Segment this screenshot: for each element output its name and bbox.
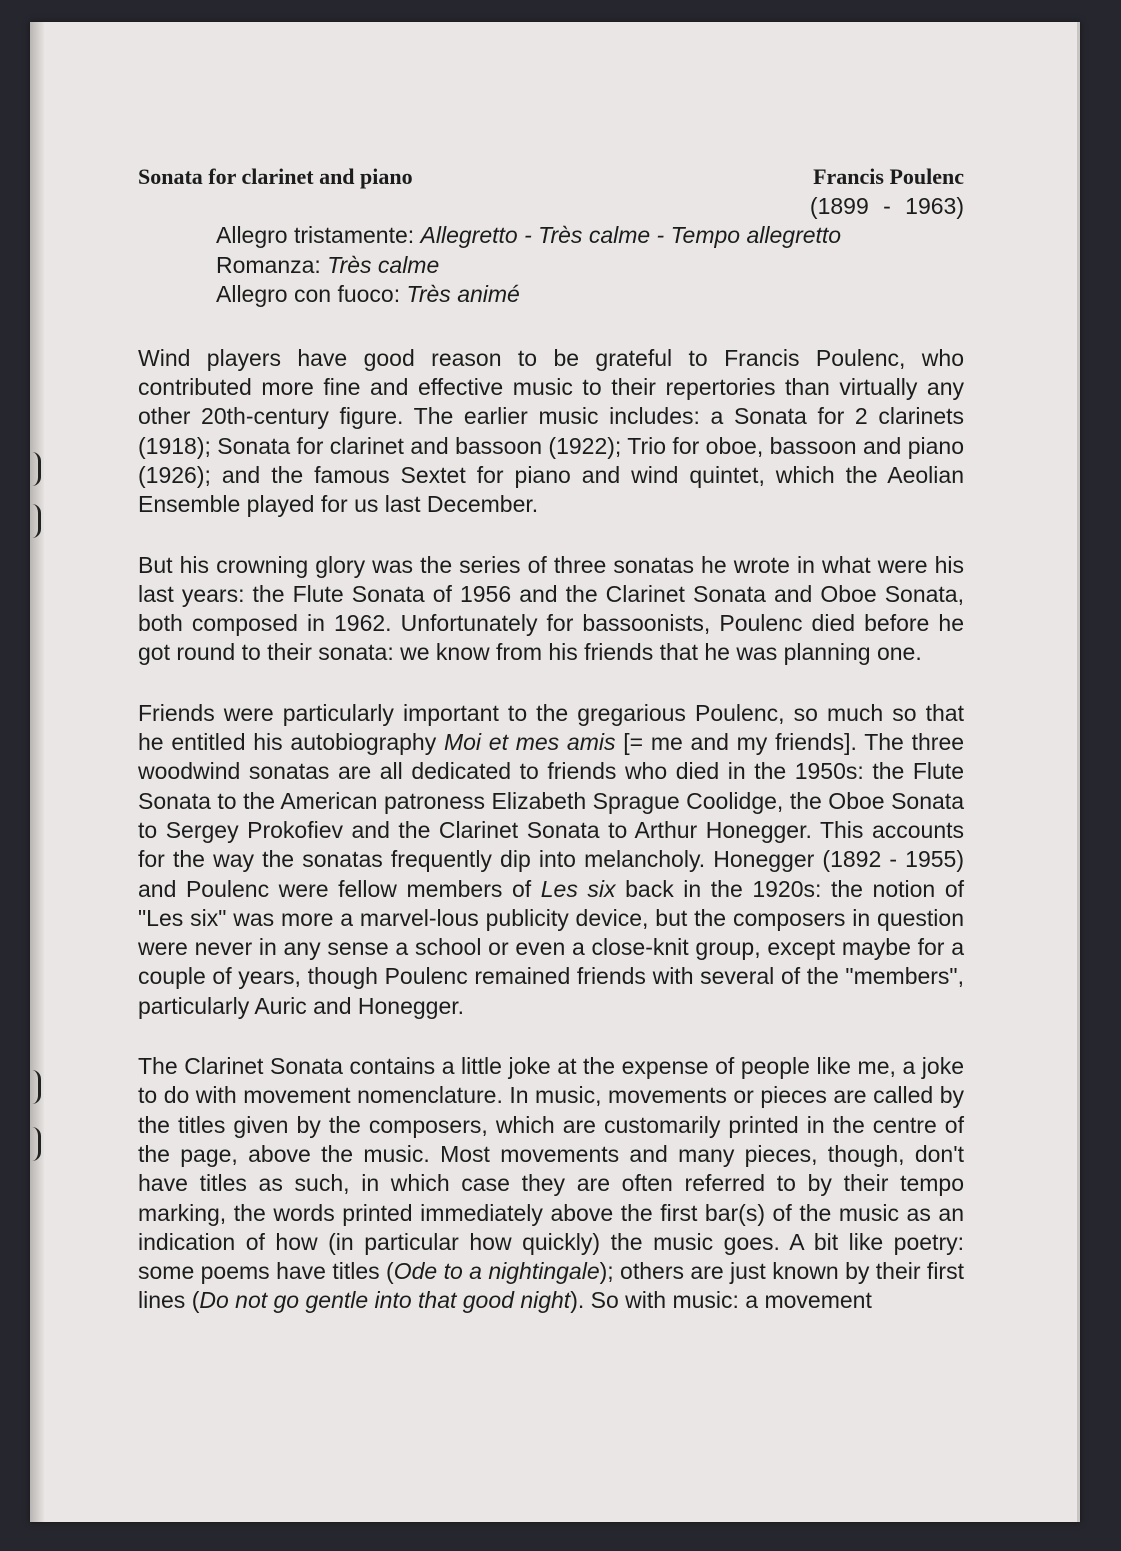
binding-hole-mark bbox=[32, 1127, 41, 1161]
movement-item bbox=[216, 280, 964, 310]
movement-item bbox=[216, 251, 964, 281]
text-run: ); others are just known by their first lines ( bbox=[138, 1258, 964, 1314]
paragraph-crowning-glory: But his crowning glory was the series of three sonatas he wrote in what were his last years: the Flute Sonata of 1956 and the Clarinet Sonata and Oboe Sonata, both composed in 1962. Unfortunately for bassoonists, Poulenc died before he got round to their sonata: we know from his friends that he was planning one. bbox=[138, 551, 964, 666]
paragraph-friends bbox=[138, 699, 964, 1021]
document-page bbox=[30, 22, 1080, 1522]
text-run: back in the 1920s: the notion of "Les six" was more a marvel-lous publicity device, but the composers in question were never in any sense a school or even a close-knit group, except maybe for a couple of years, though Poulenc remained friends with several of the "members", particularly Auric and Honegger. bbox=[138, 875, 964, 1019]
composer-dates: (1899 - 1963) bbox=[809, 193, 964, 219]
movement-item bbox=[216, 221, 964, 251]
work-header bbox=[138, 162, 964, 192]
composer-name: Francis Poulenc bbox=[813, 164, 964, 189]
composer-block bbox=[813, 162, 964, 192]
movement-tempo: Allegretto - Très calme - Tempo allegretto bbox=[420, 222, 842, 249]
binding-hole-mark bbox=[32, 1070, 41, 1104]
movement-name: Allegro con fuoco: bbox=[216, 281, 401, 308]
movement-tempo: Très calme bbox=[327, 251, 440, 278]
programme-note bbox=[138, 162, 964, 1316]
text-run: Friends were particularly important to the gregarious Poulenc, so much so that he entitled his autobiography bbox=[138, 699, 964, 756]
movement-list bbox=[216, 221, 964, 310]
autobiography-title: Moi et mes amis bbox=[443, 729, 616, 756]
text-run: ). So with music: a movement bbox=[570, 1287, 872, 1314]
page-binding-shadow bbox=[30, 22, 44, 1522]
binding-hole-mark bbox=[32, 504, 41, 538]
poem-first-line: Do not go gentle into that good night bbox=[199, 1287, 571, 1314]
page-edge bbox=[1077, 22, 1080, 1522]
paragraph-nomenclature bbox=[138, 1052, 964, 1316]
poem-title: Ode to a nightingale bbox=[393, 1258, 600, 1285]
work-title: Sonata for clarinet and piano bbox=[138, 164, 413, 189]
paragraph-wind-players: Wind players have good reason to be grateful to Francis Poulenc, who contributed more fine and effective music to their repertories than virtually any other 20th-century figure. The earlier music includes: a Sonata for 2 clarinets (1918); Sonata for clarinet and bassoon (1922); Trio for oboe, bassoon and piano (1926); and the famous Sextet for piano and wind quintet, which the Aeolian Ensemble played for us last December. bbox=[138, 344, 964, 518]
binding-hole-mark bbox=[32, 452, 41, 486]
movement-name: Romanza: bbox=[216, 251, 321, 278]
text-run: [= me and my friends]. The three woodwind sonatas are all dedicated to friends who died in the 1950s: the Flute Sonata to the American patroness Elizabeth Sprague Coolidge, the Oboe Sonata to Sergey Prokofiev and the Clarinet Sonata to Arthur Honegger. This accounts for the way the sonatas frequently dip into melancholy. Honegger (1892 - 1955) and Poulenc were fellow members of bbox=[138, 729, 965, 902]
group-name: Les six bbox=[540, 875, 616, 902]
movement-tempo: Très animé bbox=[406, 281, 520, 308]
text-run: The Clarinet Sonata contains a little joke at the expense of people like me, a joke to do with movement nomenclature. In music, movements or pieces are called by the titles given by the composers, which are customarily printed in the centre of the page, above the music. Most movements and many pieces, though, don't have titles as such, in which case they are often referred to by their tempo marking, the words printed immediately above the first bar(s) of the music as an indication of how (in particular how quickly) the music goes. A bit like poetry: some poems have titles ( bbox=[138, 1053, 964, 1285]
movement-name: Allegro tristamente: bbox=[216, 222, 415, 249]
